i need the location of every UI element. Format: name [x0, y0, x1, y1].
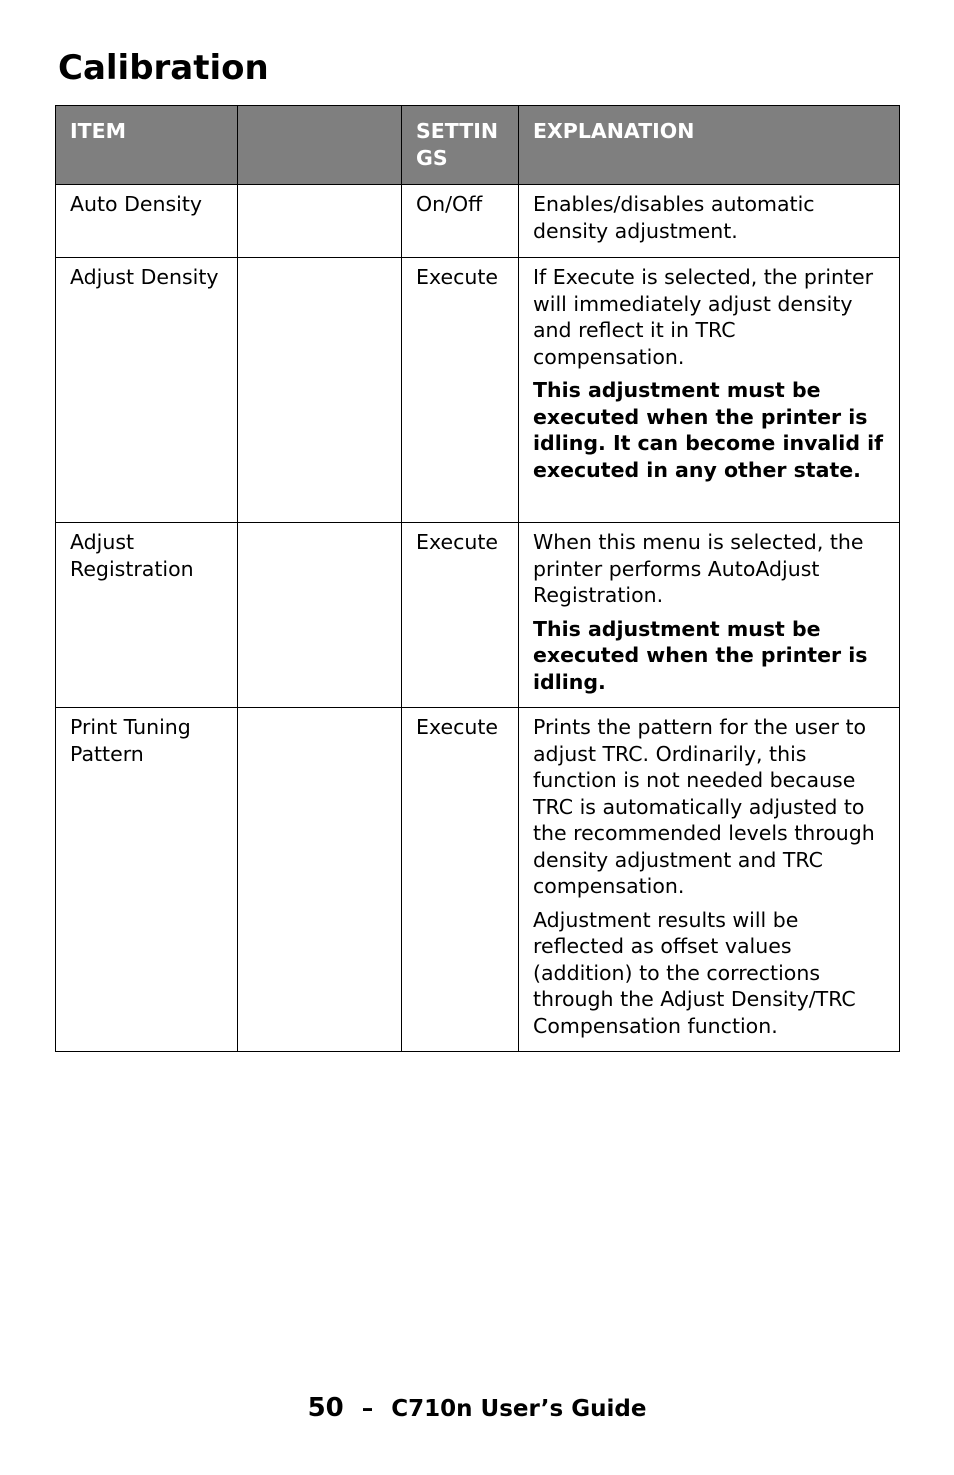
item-cell: Print Tuning Pattern — [56, 708, 238, 1052]
item-cell: Auto Density — [56, 185, 238, 258]
explanation-cell — [519, 185, 900, 258]
header-settings: SETTINGS — [402, 106, 519, 185]
explanation-text: If Execute is selected, the printer will immediately adjust density and reflect it in TRC compensation. — [533, 265, 874, 369]
sub-item-cell — [238, 185, 402, 258]
table-header-row — [56, 106, 900, 185]
explanation-text: When this menu is selected, the printer performs AutoAdjust Registration. — [533, 530, 864, 607]
page-title: Calibration — [58, 48, 269, 88]
explanation-cell — [519, 258, 900, 523]
guide-title: C710n User’s Guide — [391, 1396, 647, 1422]
explanation-cell — [519, 708, 900, 1052]
warning-note: This adjustment must be executed when the printer is idling. — [533, 616, 868, 694]
explanation-text: Adjustment results will be reflected as offset values (addition) to the corrections through the Adjust Density/TRC Compensation function. — [533, 907, 856, 1038]
explanation-text: Prints the pattern for the user to adjust TRC. Ordinarily, this function is not needed because TRC is automatically adjusted to the recommended levels through density adjustment and TRC compensation. — [533, 715, 875, 898]
page-number: 50 — [307, 1393, 344, 1423]
setting-cell: On/Off — [402, 185, 519, 258]
page-footer — [0, 1390, 954, 1427]
calibration-table — [55, 105, 900, 1052]
table-row — [56, 523, 900, 708]
footer-separator: – — [361, 1396, 374, 1422]
setting-cell: Execute — [402, 708, 519, 1052]
explanation-cell — [519, 523, 900, 708]
header-item: ITEM — [56, 106, 238, 185]
explanation-text: Enables/disables automatic density adjustment. — [533, 192, 815, 243]
item-cell: Adjust Density — [56, 258, 238, 523]
setting-cell: Execute — [402, 258, 519, 523]
header-explanation: EXPLANATION — [519, 106, 900, 185]
warning-note: This adjustment must be executed when the printer is idling. It can become invalid if executed in any other state. — [533, 378, 884, 482]
setting-cell: Execute — [402, 523, 519, 708]
table-row — [56, 185, 900, 258]
item-cell: Adjust Registration — [56, 523, 238, 708]
header-blank — [238, 106, 402, 185]
sub-item-cell — [238, 258, 402, 523]
sub-item-cell — [238, 708, 402, 1052]
sub-item-cell — [238, 523, 402, 708]
table-row — [56, 708, 900, 1052]
table-row — [56, 258, 900, 523]
